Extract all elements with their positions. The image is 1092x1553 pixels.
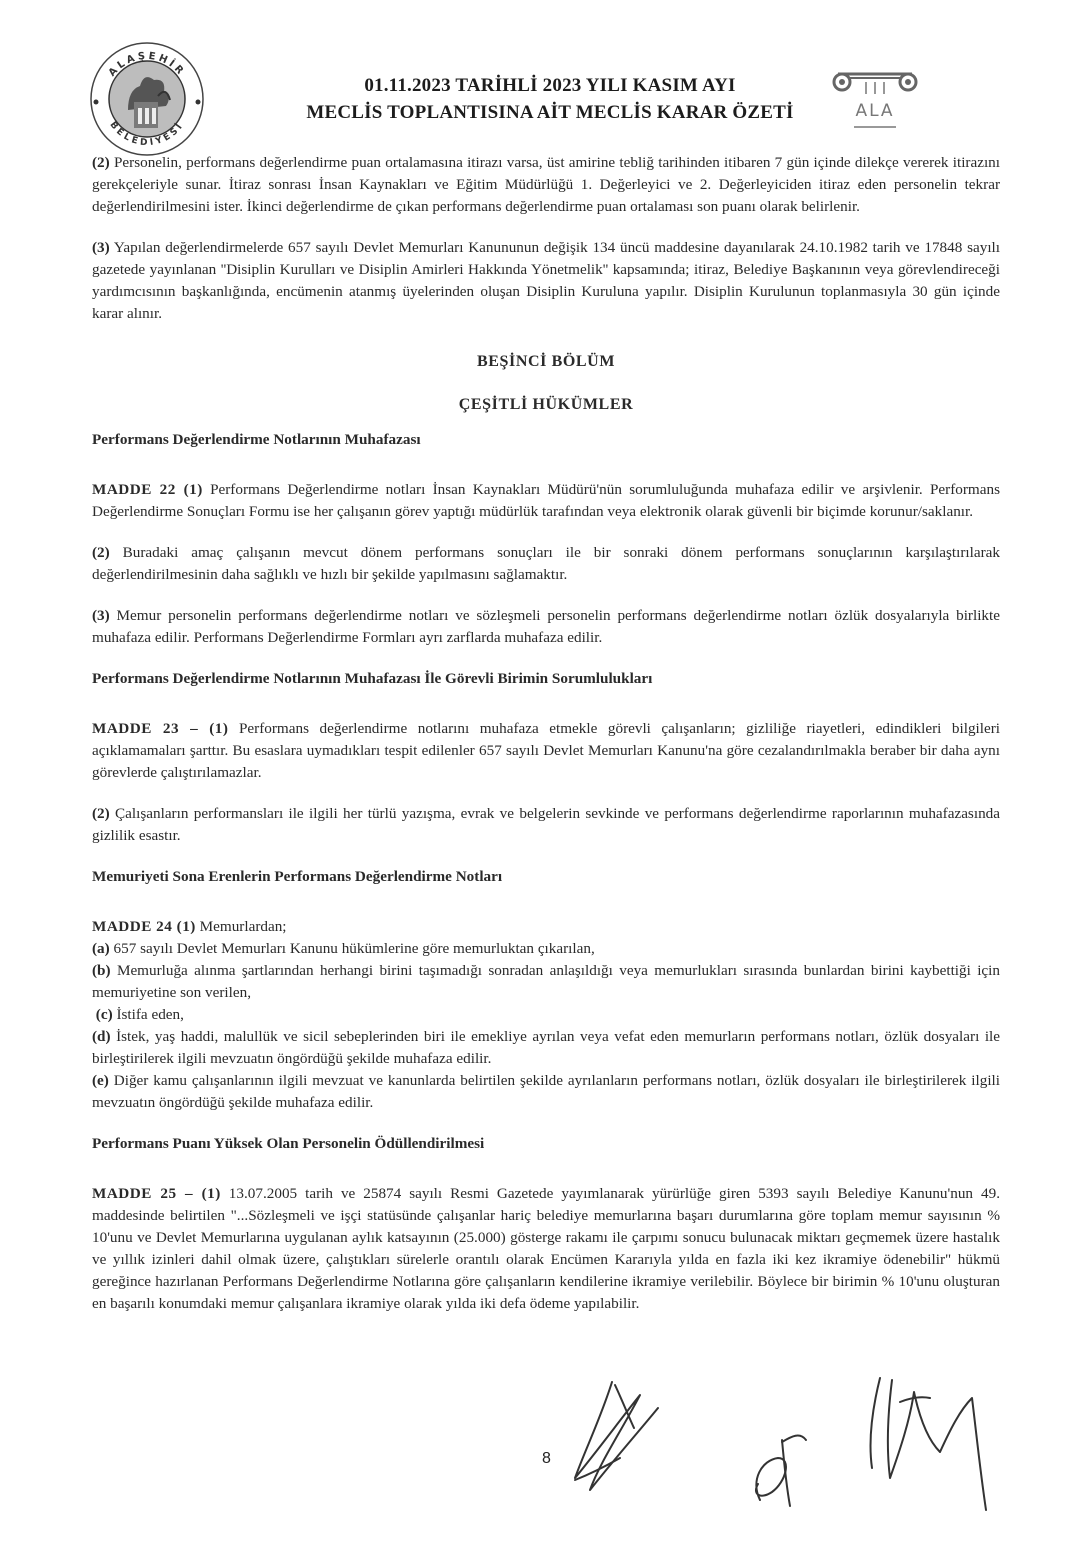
article-number: MADDE 25 – (1) xyxy=(92,1185,221,1202)
section-heading: Performans Puanı Yüksek Olan Personelin Ödüllendirilmesi xyxy=(92,1135,485,1152)
paragraph xyxy=(92,479,1000,523)
document-body xyxy=(92,152,1000,1315)
paragraph xyxy=(92,718,1000,784)
article-number: MADDE 24 (1) xyxy=(92,918,196,935)
paragraph-text: Memur personelin performans değerlendirme notları ve sözleşmeli personelin performans değerlendirme notları özlük dosyalarıyla birlikte muhafaza edilir. Performans Değerlendirme Formları ayrı zarflarda muhafaza edilir. xyxy=(92,607,1000,646)
chapter-subtitle: ÇEŞİTLİ HÜKÜMLER xyxy=(458,396,634,413)
document-title-line2: MECLİS TOPLANTISINA AİT MECLİS KARAR ÖZETİ xyxy=(306,102,794,123)
list-item-text: 657 sayılı Devlet Memurları Kanunu hükümlerine göre memurluktan çıkarılan, xyxy=(109,940,595,957)
paragraph-text: Buradaki amaç çalışanın mevcut dönem performans sonuçları ile bir sonraki dönem performans sonuçlarının karşılaştırılarak değerlendirilmesinin daha sağlıklı ve hızlı bir şekilde yapılmasını sağlamaktır. xyxy=(92,544,1000,583)
list-item-text: İstek, yaş haddi, malullük ve sicil sebeplerinden biri ile emekliye ayrılan veya vefat eden memurların performans notları, özlük dosyaları ile birleştirilerek ilgili mevzuatın öngördüğü şekilde muhafaza edilir. xyxy=(92,1028,1000,1067)
paragraph-text: Yapılan değerlendirmelerde 657 sayılı Devlet Memurları Kanununun değişik 134 üncü maddesine dayanılarak 24.10.1982 tarih ve 17848 sayılı gazetede yayınlanan ''Disiplin Kurulları ve Disiplin Amirleri Hakkında Yönetmelik'' kapsamında; itiraz, Belediye Başkanının veya görevlendireceği yardımcısının başkanlığında, encümenin atanmış üyelerinden oluşan Disiplin Kuruluna yapılır. Disiplin Kurulunun toplanmasıyla 30 gün içinde karar alınır. xyxy=(92,239,1000,322)
paragraph-label: (2) xyxy=(92,154,110,171)
svg-text:ALAŞEHİR: ALAŞEHİR xyxy=(106,50,188,79)
paragraph-label: (3) xyxy=(92,239,110,256)
ionic-column-logo-icon xyxy=(830,66,920,132)
section-heading: Performans Değerlendirme Notlarının Muhafazası İle Görevli Birimin Sorumlulukları xyxy=(92,670,653,687)
paragraph-label: (2) xyxy=(92,544,110,561)
chapter-title: BEŞİNCİ BÖLÜM xyxy=(476,353,616,370)
paragraph-text: Çalışanların performansları ile ilgili her türlü yazışma, evrak ve belgelerin sevkinde ve performans değerlendirme raporlarının muhafazasında gizlilik esastır. xyxy=(92,805,1000,844)
paragraph-label: (3) xyxy=(92,607,110,624)
paragraph xyxy=(92,605,1000,649)
paragraph xyxy=(92,1183,1000,1315)
signature-3 xyxy=(870,1378,986,1510)
paragraph xyxy=(92,237,1000,325)
list-item-label: (e) xyxy=(92,1072,109,1089)
svg-text:BELEDİYESİ: BELEDİYESİ xyxy=(107,120,187,149)
signature-1 xyxy=(575,1382,658,1490)
section-heading: Performans Değerlendirme Notlarının Muhafazası xyxy=(92,431,421,448)
municipality-seal-icon xyxy=(88,40,206,158)
list-item xyxy=(92,938,1000,960)
paragraph-text: Memurlardan; xyxy=(195,918,287,935)
list-item-label: (a) xyxy=(92,940,110,957)
list-item xyxy=(92,1026,1000,1070)
paragraph xyxy=(92,152,1000,218)
list-item xyxy=(92,1070,1000,1114)
list-item xyxy=(92,960,1000,1004)
list-item-label: (c) xyxy=(95,1006,113,1023)
logo-right-text: ALA xyxy=(855,101,895,121)
list-item-text: Memurluğa alınma şartlarından herhangi birini taşımadığı sonradan anlaşıldığı veya memurlukları sırasında bunlardan birini kaybettiği için memuriyetine son verilen, xyxy=(92,962,1000,1001)
article-number: MADDE 22 (1) xyxy=(92,481,203,498)
list-item xyxy=(92,1004,1000,1026)
signature-2 xyxy=(756,1436,806,1506)
list-item-text: Diğer kamu çalışanlarının ilgili mevzuat ve kanunlarda belirtilen şekilde ayrılanların performans notları, özlük dosyaları ile birleştirilerek ilgili mevzuatın öngördüğü şekilde muhafaza edilir. xyxy=(92,1072,1000,1111)
list-item-label: (b) xyxy=(92,962,111,979)
paragraph-text: Personelin, performans değerlendirme puan ortalamasına itirazı varsa, üst amirine tebliğ tarihinden itibaren 7 gün içinde dilekçe vererek itirazını gerekçeleriyle sunar. İtiraz sonrası İnsan Kaynakları ve Eğitim Müdürlüğü 1. Değerleyici ve 2. Değerleyiciden itiraz eden personelin tekrar değerlendirilmesini ister. İkinci değerlendirme de çıkan performans değerlendirme puan ortalaması son puanı olarak belirlenir. xyxy=(92,154,1000,215)
article-number: MADDE 23 – (1) xyxy=(92,720,229,737)
paragraph-text: Performans değerlendirme notlarını muhafaza etmekle görevli çalışanların; gizliliğe riayetleri, edindikleri bilgileri açıklamamaları şarttır. Bu esaslara uymadıkları tespit edilenler 657 sayılı Devlet Memurları Kanunu'na göre cezalandırılmakla beraber bir daha aynı görevlerde çalıştırılamazlar. xyxy=(92,720,1001,781)
paragraph-text: Performans Değerlendirme notları İnsan Kaynakları Müdürü'nün sorumluluğunda muhafaza edilir ve arşivlenir. Performans Değerlendirme Sonuçları Formu ise her çalışanın görev yaptığı müdürlük tarafından veya elektronik olarak güvenli bir biçimde korunur/saklanır. xyxy=(92,481,1000,520)
list-item-label: (d) xyxy=(92,1028,111,1045)
paragraph xyxy=(92,916,1000,938)
paragraph xyxy=(92,803,1000,847)
paragraph xyxy=(92,542,1000,586)
paragraph-label: (2) xyxy=(92,805,110,822)
document-title-line1: 01.11.2023 TARİHLİ 2023 YILI KASIM AYI xyxy=(364,75,736,96)
paragraph-text: 13.07.2005 tarih ve 25874 sayılı Resmi Gazetede yayımlanarak yürürlüğe giren 5393 sayılı Belediye Kanunu'nun 49. maddesinde belirtilen "...Sözleşmeli ve işçi statüsünde çalışanlar hariç belediye memurlarına başarı durumlarına göre toplam memur sayısının % 10'unu ve Devlet Memurlarına uygulanan aylık katsayının (25.000) gösterge rakamı ile çarpımı sonucu bulunacak miktarı geçmemek üzere hastalık ve yıllık izinleri dahil olmak üzere, çalıştıkları sürelerle orantılı olarak Encümen Kararıyla yılda en fazla iki kez ikramiye ödenebilir" hükmü gereğince hazırlanan Performans Değerlendirme Notlarına göre çalışanların kendilerine ikramiye verilebilir. Böylece bir birimin % 10'unu oluşturan en başarılı konumdaki memur çalışanlara ikramiye olarak yılda iki defa ödeme yapılabilir. xyxy=(92,1185,1000,1312)
section-heading: Memuriyeti Sona Erenlerin Performans Değerlendirme Notları xyxy=(92,868,503,885)
page-number: 8 xyxy=(542,1450,551,1467)
list-item-text: İstifa eden, xyxy=(112,1006,184,1023)
